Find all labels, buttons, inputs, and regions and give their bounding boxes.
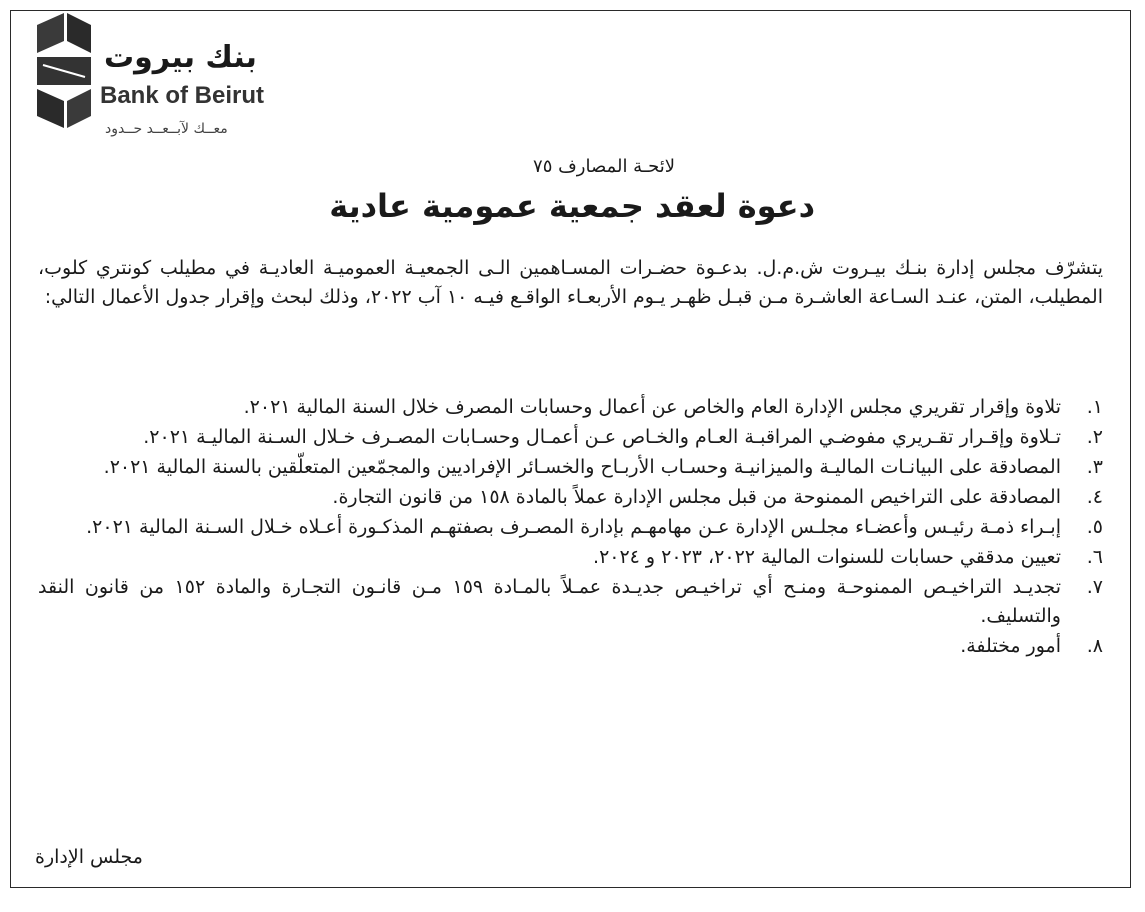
signature: مجلس الإدارة — [35, 846, 143, 868]
agenda-item — [38, 513, 1103, 542]
agenda-item-text: المصادقة على التراخيص الممنوحة من قبل مجلس الإدارة عملاً بالمادة ١٥٨ من قانون التجارة. — [332, 486, 1061, 508]
agenda-item-number: ٦. — [1086, 546, 1103, 568]
agenda-item-text: إبـراء ذمـة رئيـس وأعضـاء مجلـس الإدارة عـن مهامهـم بإدارة المصـرف بصفتهـم المذكـورة أعـلاه خـلال السـنة المالية ٢٠٢١. — [86, 516, 1061, 538]
agenda-item-number: ١. — [1086, 396, 1103, 418]
agenda-item-text: تجديـد التراخيـص الممنوحـة ومنـح أي تراخيـص جديـدة عمـلاً بالمـادة ١٥٩ مـن قانـون التجـارة والمادة ١٥٢ من قانون النقد والتسليف. — [38, 576, 1061, 627]
agenda-item-text: تعيين مدققي حسابات للسنوات المالية ٢٠٢٢، ٢٠٢٣ و ٢٠٢٤. — [593, 546, 1061, 568]
agenda-item — [38, 393, 1103, 422]
agenda-item-number: ٣. — [1086, 456, 1103, 478]
agenda-item-text: أمور مختلفة. — [960, 635, 1061, 657]
agenda-item — [38, 453, 1103, 482]
agenda-item-text: المصادقة على البيانـات الماليـة والميزانيـة وحسـاب الأربـاح والخسـائر الإفراديين والمجمّعين المتعلّقين بالسنة المالية ٢٠٢١. — [103, 456, 1061, 478]
agenda-item-number: ٤. — [1086, 486, 1103, 508]
agenda-item — [38, 632, 1103, 661]
agenda-item-number: ٢. — [1086, 426, 1103, 448]
page-title: دعوة لعقد جمعية عمومية عادية — [329, 187, 815, 225]
agenda-item — [38, 483, 1103, 512]
intro-paragraph: يتشرّف مجلس إدارة بنـك بيـروت ش.م.ل. بدعـوة حضـرات المسـاهمين الـى الجمعيـة العموميـة العاديـة في مطيلب كونتري كلوب، المطيلب، المتن، عنـد السـاعة العاشـرة مـن قبـل ظهـر يـوم الأربعـاء الواقـع فيـه ١٠ آب ٢٠٢٢، وذلك لبحث وإقرار جدول الأعمال التالي: — [38, 257, 1103, 308]
agenda-item-number: ٥. — [1086, 516, 1103, 538]
logo-english-name: Bank of Beirut — [100, 82, 265, 109]
agenda-list — [38, 393, 1103, 662]
agenda-item — [38, 543, 1103, 572]
agenda-item-text: تلاوة وإقرار تقريري مجلس الإدارة العام والخاص عن أعمال وحسابات المصرف خلال السنة المالية ٢٠٢١. — [243, 396, 1061, 418]
logo-tagline: معــك لآبــعــد حــدود — [105, 121, 228, 137]
logo-arabic-name: بنك بيروت — [104, 40, 257, 75]
agenda-item-text: تـلاوة وإقـرار تقـريري مفوضـي المراقبـة العـام والخـاص عـن أعمـال وحسـابات المصـرف خـلال السـنة الماليـة ٢٠٢١. — [143, 426, 1061, 448]
bank-logo-mark-icon — [33, 13, 95, 128]
agenda-item-number: ٧. — [1086, 576, 1103, 598]
announcement-number: لائحـة المصارف ٧٥ — [533, 156, 675, 177]
agenda-item-number: ٨. — [1086, 635, 1103, 657]
agenda-item — [38, 423, 1103, 452]
agenda-item — [38, 573, 1103, 631]
